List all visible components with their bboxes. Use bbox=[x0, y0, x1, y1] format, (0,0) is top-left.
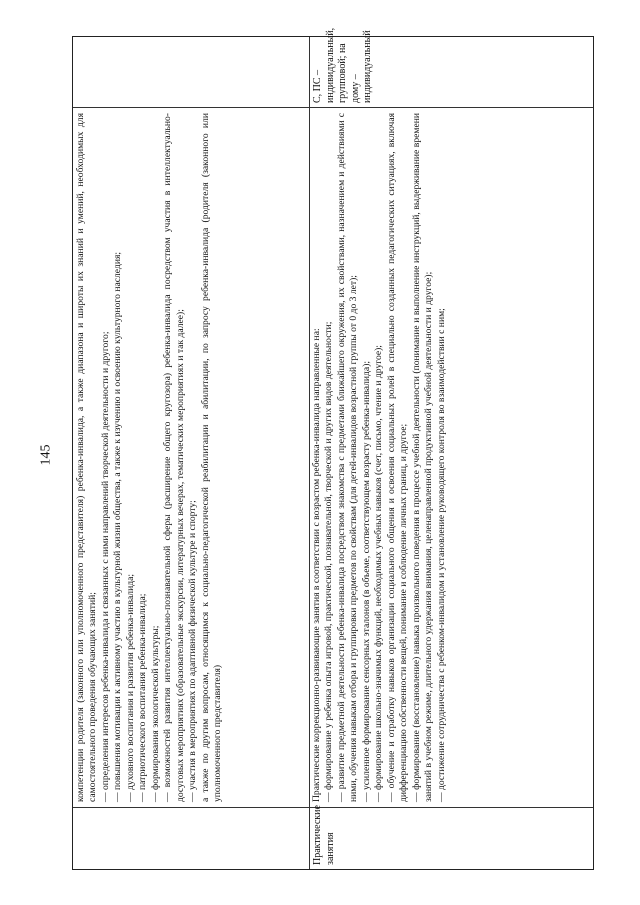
content-paragraph: — формирование (восстановление) навыка произвольного поведения в процессе учебной деятельности (понимание и выполнение инструкций, выдерживание времени занятий в учебном режиме, длительного удержания внимания, целенаправленной продуктивной учебной деятельности и другое); bbox=[410, 113, 435, 802]
content-paragraph: компетенции родителя (законного или уполномоченного представителя) ребенка-инвалида, а также диапазона и широты их знаний и умений, необходимых для самостоятельного проведения обучающих занятий; bbox=[75, 113, 99, 802]
content-paragraph: — патриотического воспитания ребенка-инвалида; bbox=[137, 593, 149, 802]
content-paragraph: — определения интересов ребенка-инвалида и связанных с ними направлений творческой деятельности и другого; bbox=[99, 331, 111, 802]
table-row bbox=[73, 37, 310, 869]
row-label-cell bbox=[309, 807, 593, 869]
row-form: С, ПС – индивидуальный, групповой; на дому – индивидуальный bbox=[312, 27, 373, 103]
content-paragraph: — формирование у ребенка опыта игровой, практической, познавательной, творческой и других видов деятельности; bbox=[323, 321, 335, 802]
content-paragraph: — усиленное формирование сенсорных эталонов (в объеме, соответствующем возрасту ребенка-инвалида); bbox=[360, 360, 372, 802]
page-number bbox=[36, 440, 56, 470]
row-content-cell bbox=[309, 107, 593, 807]
table-row bbox=[309, 27, 593, 869]
row-form-cell bbox=[73, 37, 309, 107]
row-form-cell bbox=[309, 27, 593, 107]
content-paragraph: — достижение сотрудничества с ребенком-инвалидом и установление руководящего контроля во взаимодействии с ним; bbox=[435, 308, 447, 802]
content-paragraph: — духовного воспитания и развития ребенка-инвалида; bbox=[124, 573, 136, 802]
content-paragraph: Практические коррекционно-развивающие занятия в соответствии с возрастом ребенка-инвалида направленные на: bbox=[311, 328, 322, 802]
content-paragraph: — обучение и отработку навыков организации социального общения и освоения социальных ролей в специально созданных педагогических ситуациях, включая дифференциацию собственности вещей, понимание и соблюдение личных границ, и другое; bbox=[385, 113, 410, 802]
row-content-cell bbox=[73, 107, 309, 807]
content-paragraph: — формирования экологической культуры; bbox=[149, 625, 161, 802]
content-paragraph: — участия в мероприятиях по адаптивной физической культуре и спорту; bbox=[187, 500, 199, 802]
page-number-text: 145 bbox=[38, 444, 53, 466]
content-paragraph: — формирование школьно-значимых функций, необходимых учебных навыков (счет, письмо, чтение и другое); bbox=[373, 345, 385, 802]
rotated-table bbox=[73, 27, 593, 869]
content-paragraph: а также по другим вопросам, относящимся к социально-педагогической реабилитации и абилитации, по запросу ребенка-инвалида (родителя (законного или уполномоченного представителя) bbox=[199, 113, 224, 802]
content-paragraph: — возможностей развития интеллектуально-познавательной сферы (расширение общего кругозора) ребенка-инвалида посредством участия в интеллектуально-досуговых мероприятиях (образовательные экскурсии, литературных вечерах, тематических мероприятиях и так далее); bbox=[162, 113, 186, 802]
content-paragraph: — повышения мотивации к активному участию в культурной жизни общества, а также к изучению и освоению культурного наследия; bbox=[112, 251, 124, 802]
document-page bbox=[72, 27, 594, 870]
row-label: Практические занятия bbox=[312, 805, 336, 865]
row-label-cell bbox=[73, 807, 309, 869]
content-paragraph: — развитие предметной деятельности ребенка-инвалида посредством знакомства с предметами ближайшего окружения, их свойствами, назначением и действиями с ними, обучения навыкам отбора и группировки предметов по свойствам (для детей-инвалидов возрастной группы от 0 до 3 лет); bbox=[335, 113, 360, 802]
